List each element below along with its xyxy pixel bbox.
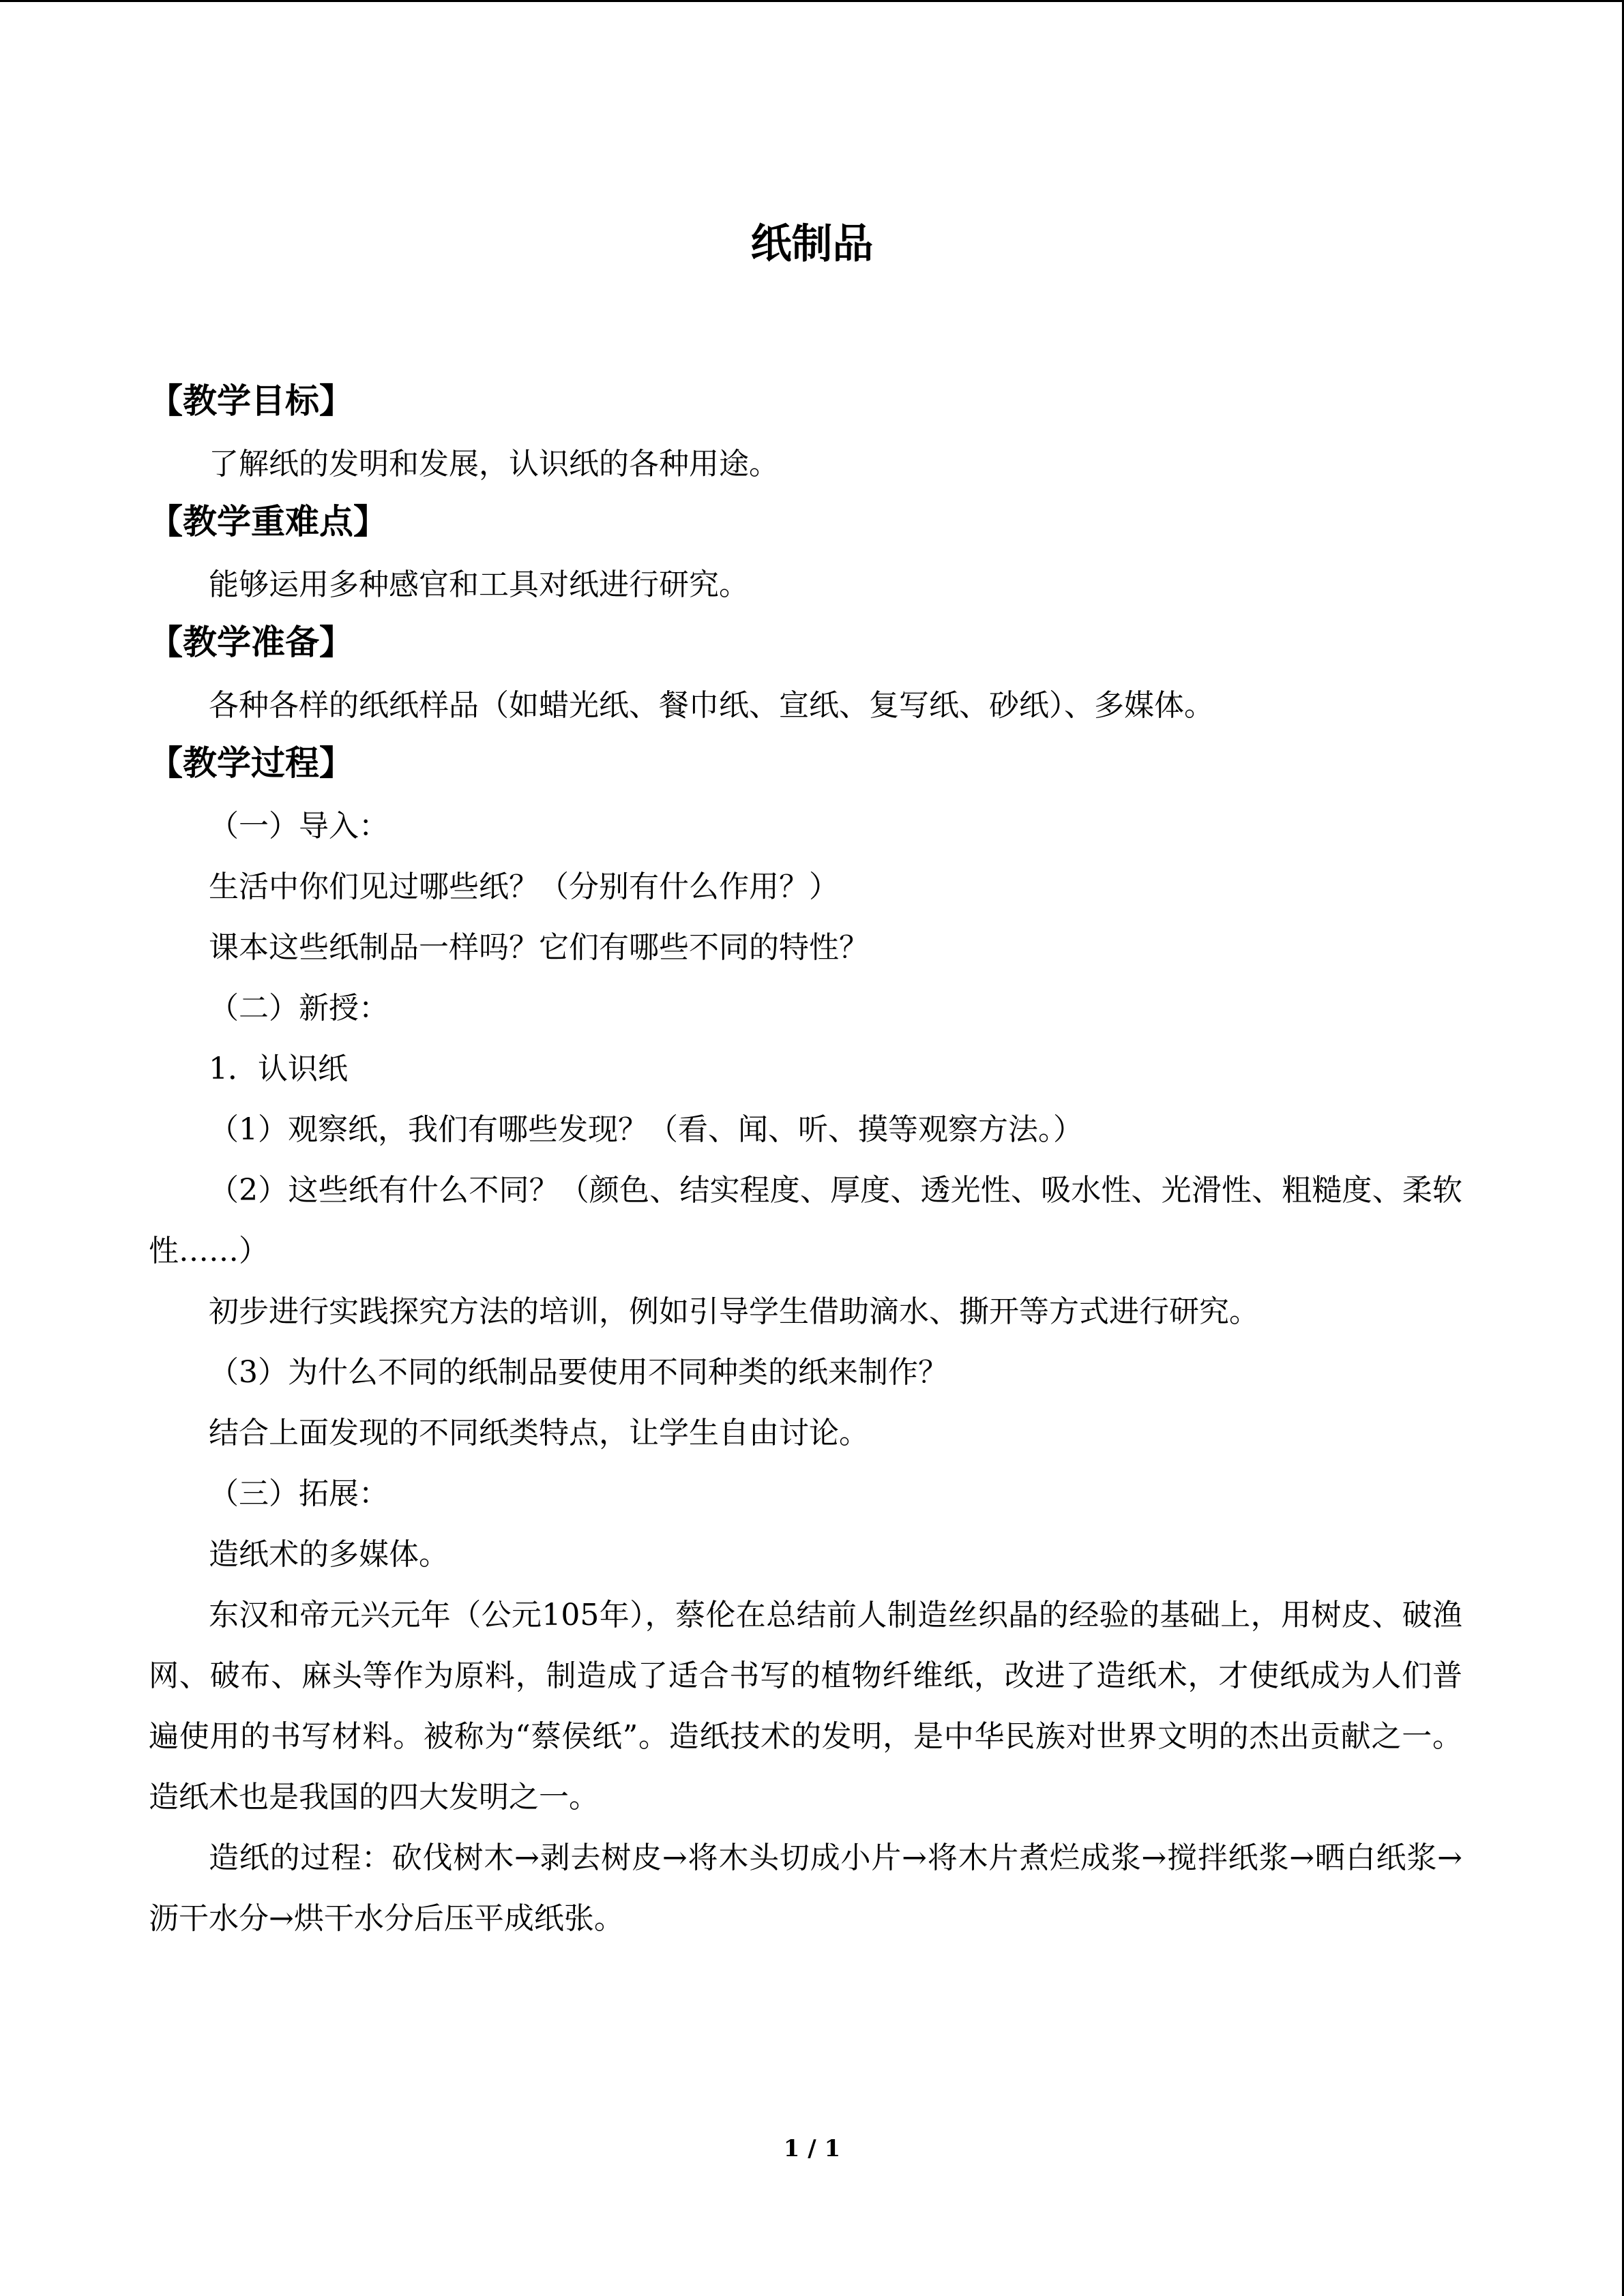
section-heading-process: 【教学过程】 [149, 743, 353, 783]
paragraph: 1．认识纸 [209, 1052, 348, 1086]
paragraph: 造纸术的多媒体。 [209, 1537, 449, 1572]
section-heading-preparation: 【教学准备】 [149, 623, 353, 662]
paragraph: 生活中你们见过哪些纸？（分别有什么作用？） [209, 869, 839, 904]
paragraph: 课本这些纸制品一样吗？它们有哪些不同的特性？ [209, 930, 869, 965]
page-title: 纸制品 [750, 220, 874, 268]
page-number: 1 / 1 [783, 2135, 841, 2162]
document-body [149, 374, 1462, 1949]
paragraph: （二）新授： [209, 991, 389, 1026]
section-heading-key-points: 【教学重难点】 [149, 502, 387, 541]
page-border-top [0, 0, 1624, 2]
paragraph: （2）这些纸有什么不同？（颜色、结实程度、厚度、透光性、吸水性、光滑性、粗糙度、柔软性……） [149, 1173, 1462, 1268]
paragraph: 初步进行实践探究方法的培训，例如引导学生借助滴水、撕开等方式进行研究。 [209, 1294, 1259, 1329]
paragraph: （3）为什么不同的纸制品要使用不同种类的纸来制作？ [209, 1355, 948, 1390]
section-heading-objectives: 【教学目标】 [149, 381, 353, 421]
paragraph: （1）观察纸，我们有哪些发现？（看、闻、听、摸等观察方法。） [209, 1112, 1083, 1147]
paragraph: 结合上面发现的不同纸类特点，让学生自由讨论。 [209, 1416, 869, 1450]
paragraph: 东汉和帝元兴元年（公元105年），蔡伦在总结前人制造丝织晶的经验的基础上，用树皮、破渔网、破布、麻头等作为原料，制造成了适合书写的植物纤维纸，改进了造纸术，才使纸成为人们普遍使用的书写材料。被称为“蔡侯纸”。造纸技术的发明，是中华民族对世界文明的杰出贡献之一。造纸术也是我国的四大发明之一。 [149, 1598, 1462, 1815]
paragraph: 了解纸的发明和发展，认识纸的各种用途。 [209, 447, 779, 481]
paragraph: 各种各样的纸纸样品（如蜡光纸、餐巾纸、宣纸、复写纸、砂纸）、多媒体。 [209, 688, 1214, 723]
paragraph: （一）导入： [209, 809, 389, 844]
paragraph: 能够运用多种感官和工具对纸进行研究。 [209, 567, 749, 602]
paragraph: （三）拓展： [209, 1476, 389, 1511]
paragraph: 造纸的过程：砍伐树木→剥去树皮→将木头切成小片→将木片煮烂成浆→搅拌纸浆→晒白纸浆→沥干水分→烘干水分后压平成纸张。 [149, 1840, 1462, 1936]
